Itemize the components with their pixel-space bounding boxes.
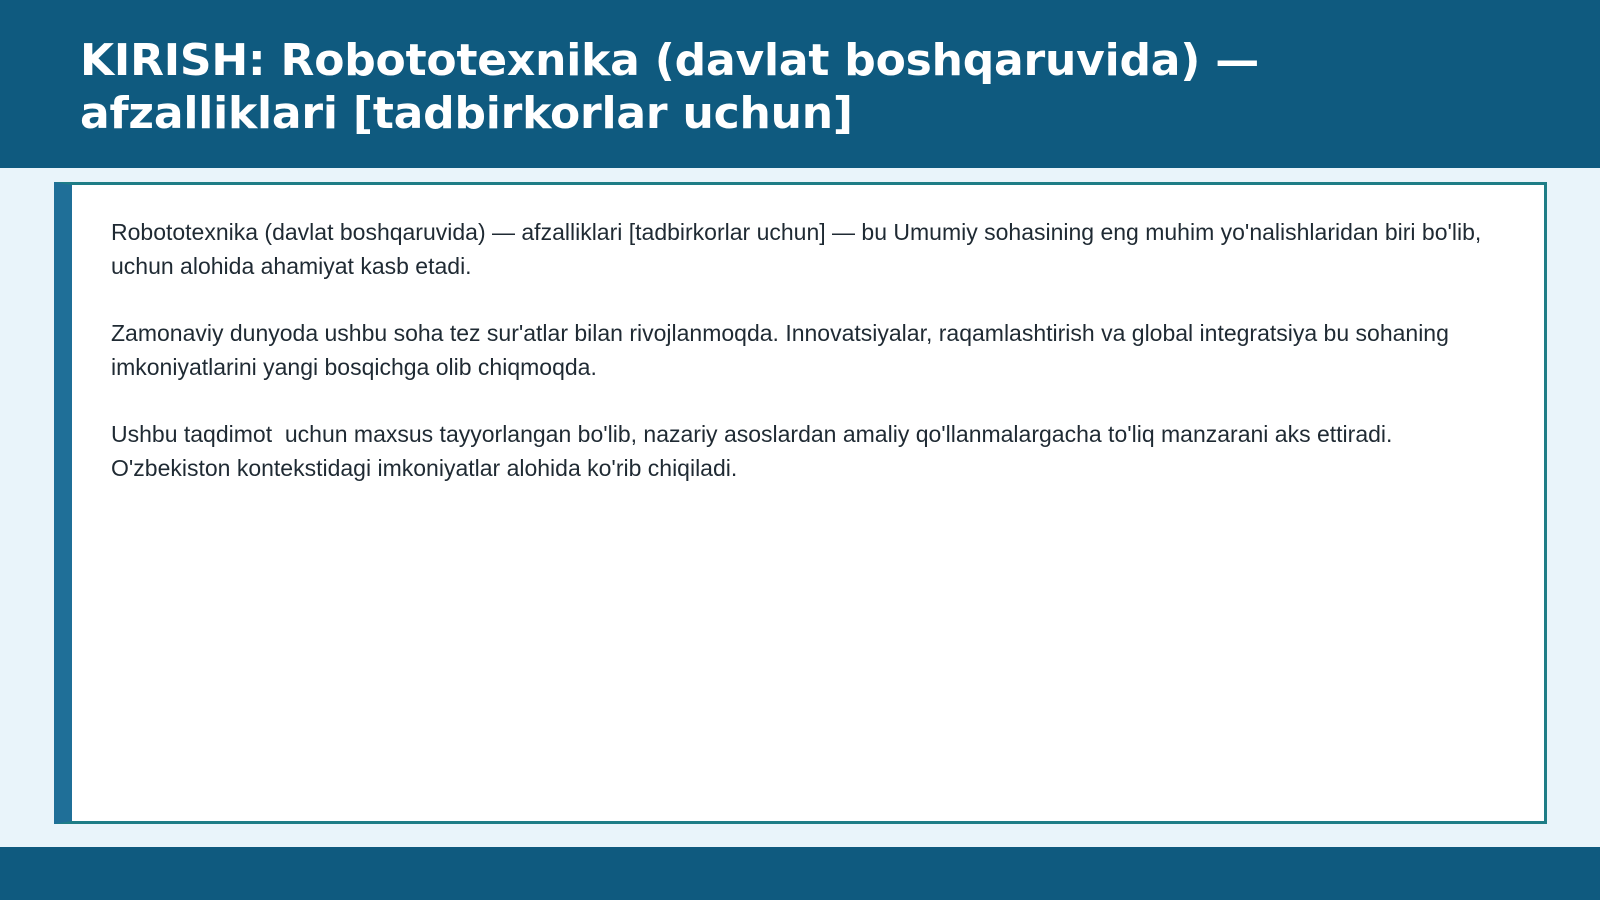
slide-footer: [0, 847, 1600, 900]
scope-paragraph: Ushbu taqdimot uchun maxsus tayyorlangan bo'lib, nazariy asoslardan amaliy qo'llanmalargacha to'liq manzarani aks ettiradi. O'zbekiston kontekstidagi imkoniyatlar alohida ko'rib chiqiladi.: [111, 421, 1399, 481]
slide-title: KIRISH: Robototexnika (davlat boshqaruvida) — afzalliklari [tadbirkorlar uchun]: [80, 35, 1260, 139]
context-paragraph: Zamonaviy dunyoda ushbu soha tez sur'atlar bilan rivojlanmoqda. Innovatsiyalar, raqamlashtirish va global integratsiya bu sohaning imkoniyatlarini yangi bosqichga olib chiqmoqda.: [111, 320, 1456, 380]
intro-paragraph: Robototexnika (davlat boshqaruvida) — afzalliklari [tadbirkorlar uchun] — bu Umumiy sohasining eng muhim yo'nalishlaridan biri bo'lib, uchun alohida ahamiyat kasb etadi.: [111, 219, 1495, 279]
slide-header: [0, 0, 1600, 168]
content-card: [54, 182, 1547, 824]
content-body: [111, 215, 1501, 518]
